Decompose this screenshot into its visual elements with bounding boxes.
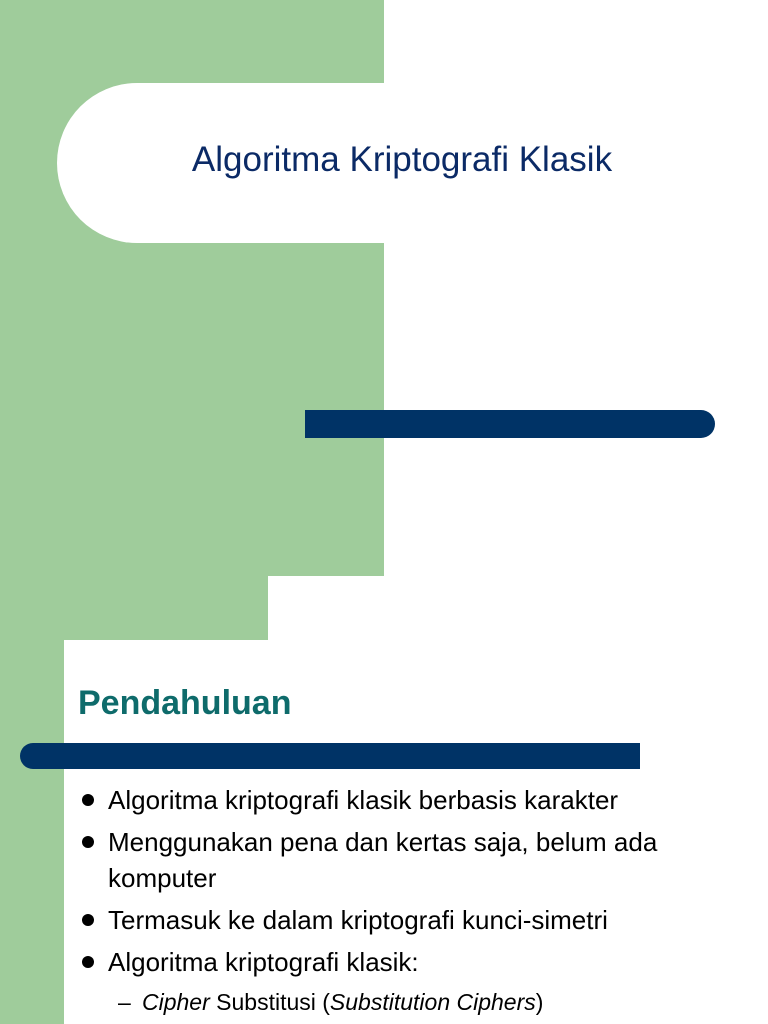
bullet-dot-icon <box>82 836 94 848</box>
list-item-text: Termasuk ke dalam kriptografi kunci-simetri <box>108 905 608 935</box>
slide-2-title: Pendahuluan <box>78 684 292 722</box>
slide-1-title: Algoritma Kriptografi Klasik <box>191 140 613 179</box>
decorative-blue-bar <box>305 410 715 438</box>
list-item <box>78 782 738 818</box>
list-item <box>78 824 738 896</box>
sub-item-text-italic: Substitution Ciphers <box>329 989 536 1015</box>
sub-item-text-italic: Cipher <box>142 989 210 1015</box>
slide-2 <box>0 576 768 1024</box>
sub-item-text: Substitusi ( <box>209 989 330 1015</box>
list-item-text: Algoritma kriptografi klasik berbasis karakter <box>108 785 619 815</box>
list-item-text: Algoritma kriptografi klasik: <box>108 947 419 977</box>
bullet-list <box>78 782 738 1018</box>
bullet-dot-icon <box>82 794 94 806</box>
green-left-strip <box>0 576 64 1024</box>
list-item-text: Menggunakan pena dan kertas saja, belum ada komputer <box>108 827 658 893</box>
sub-item-text: ) <box>535 989 544 1015</box>
sub-list-item <box>78 986 738 1018</box>
list-item <box>78 902 738 938</box>
bullet-dot-icon <box>82 956 94 968</box>
bullet-dot-icon <box>82 914 94 926</box>
decorative-blue-bar <box>20 743 640 769</box>
dash-bullet: – <box>118 989 131 1015</box>
list-item <box>78 944 738 980</box>
